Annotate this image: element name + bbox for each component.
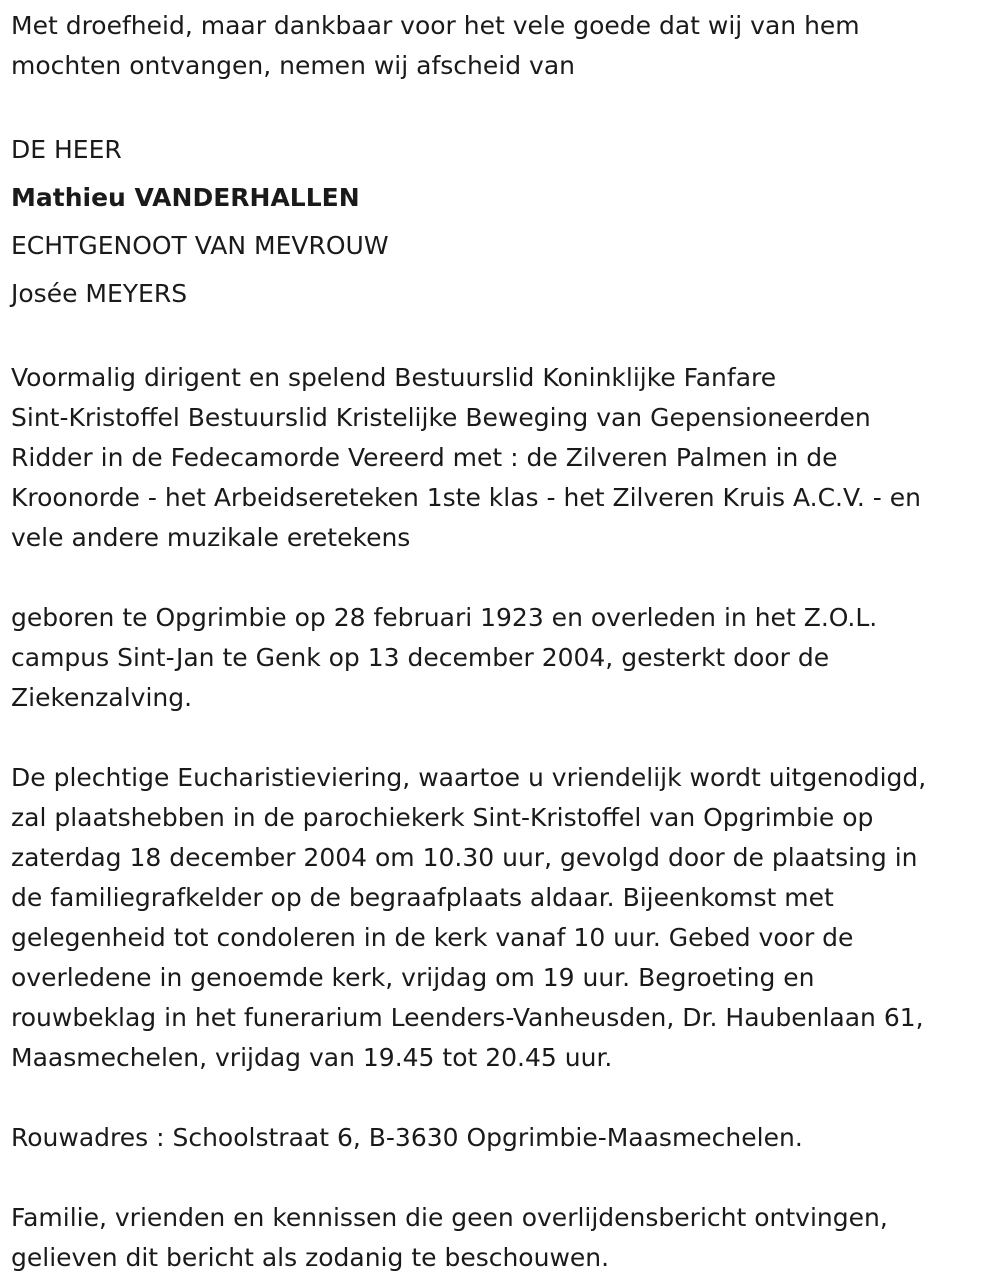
honors-line: Voormalig dirigent en spelend Bestuurslid Koninklijke Fanfare (11, 363, 777, 392)
deceased-block (11, 126, 990, 318)
deceased-name: Mathieu VANDERHALLEN (11, 183, 360, 212)
ceremony-line: de familiegrafkelder op de begraafplaats aldaar. Bijeenkomst met (11, 883, 834, 912)
honors-paragraph (11, 358, 990, 558)
honors-line: Kroonorde - het Arbeidsereteken 1ste klas - het Zilveren Kruis A.C.V. - en (11, 483, 921, 512)
closing-line: gelieven dit bericht als zodanig te beschouwen. (11, 1243, 610, 1272)
intro-line: mochten ontvangen, nemen wij afscheid van (11, 51, 575, 80)
mourning-address: Rouwadres : Schoolstraat 6, B-3630 Opgrimbie-Maasmechelen. (11, 1123, 803, 1152)
spacer (11, 86, 990, 126)
ceremony-line: rouwbeklag in het funerarium Leenders-Vanheusden, Dr. Haubenlaan 61, (11, 1003, 924, 1032)
birth-death-line: Ziekenzalving. (11, 683, 193, 712)
spacer (11, 558, 990, 598)
birth-death-line: geboren te Opgrimbie op 28 februari 1923 en overleden in het Z.O.L. (11, 603, 878, 632)
ceremony-line: zaterdag 18 december 2004 om 10.30 uur, gevolgd door de plaatsing in (11, 843, 918, 872)
ceremony-line: De plechtige Eucharistieviering, waartoe u vriendelijk wordt uitgenodigd, (11, 763, 927, 792)
birth-death-paragraph (11, 598, 990, 718)
spacer (11, 318, 990, 358)
ceremony-line: Maasmechelen, vrijdag van 19.45 tot 20.45 uur. (11, 1043, 613, 1072)
spouse-label: ECHTGENOOT VAN MEVROUW (11, 231, 389, 260)
closing-line: Familie, vrienden en kennissen die geen overlijdensbericht ontvingen, (11, 1203, 888, 1232)
spacer (11, 718, 990, 758)
ceremony-paragraph (11, 758, 990, 1078)
spacer (11, 1158, 990, 1198)
birth-death-line: campus Sint-Jan te Genk op 13 december 2004, gesterkt door de (11, 643, 830, 672)
spouse-name: Josée MEYERS (11, 279, 188, 308)
closing-paragraph (11, 1198, 990, 1278)
ceremony-line: zal plaatshebben in de parochiekerk Sint-Kristoffel van Opgrimbie op (11, 803, 874, 832)
ceremony-line: gelegenheid tot condoleren in de kerk vanaf 10 uur. Gebed voor de (11, 923, 854, 952)
intro-paragraph (11, 6, 990, 86)
title-line: DE HEER (11, 135, 122, 164)
honors-line: Sint-Kristoffel Bestuurslid Kristelijke Beweging van Gepensioneerden (11, 403, 871, 432)
intro-line: Met droefheid, maar dankbaar voor het vele goede dat wij van hem (11, 11, 860, 40)
ceremony-line: overledene in genoemde kerk, vrijdag om 19 uur. Begroeting en (11, 963, 815, 992)
spacer (11, 1078, 990, 1118)
honors-line: vele andere muzikale eretekens (11, 523, 411, 552)
honors-line: Ridder in de Fedecamorde Vereerd met : de Zilveren Palmen in de (11, 443, 838, 472)
address-paragraph (11, 1118, 990, 1158)
